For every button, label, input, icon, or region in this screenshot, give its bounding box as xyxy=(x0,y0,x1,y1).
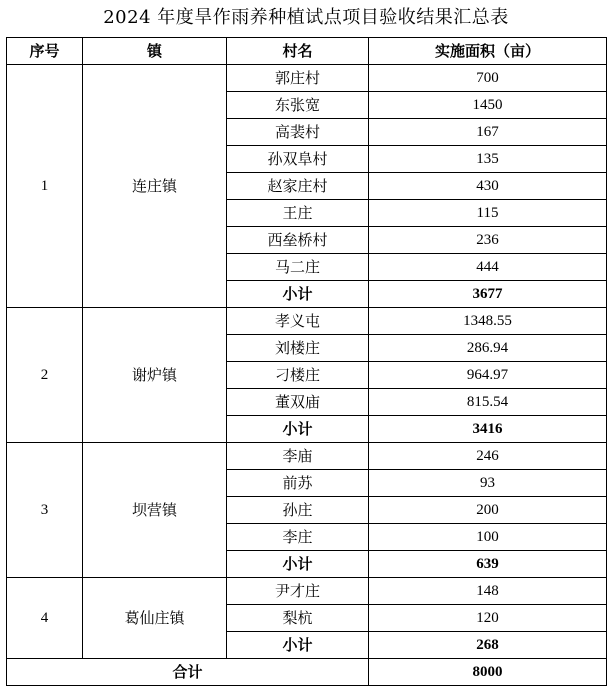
village-area: 93 xyxy=(369,470,607,497)
village-name: 尹才庄 xyxy=(227,578,369,605)
total-value: 8000 xyxy=(369,659,607,686)
village-name: 西垒桥村 xyxy=(227,227,369,254)
header-village: 村名 xyxy=(227,38,369,65)
village-name: 孙双阜村 xyxy=(227,146,369,173)
village-area: 430 xyxy=(369,173,607,200)
total-row xyxy=(7,659,607,686)
group-town: 连庄镇 xyxy=(83,65,227,308)
subtotal-value: 3416 xyxy=(369,416,607,443)
group-index: 4 xyxy=(7,578,83,659)
group-index: 1 xyxy=(7,65,83,308)
subtotal-label: 小计 xyxy=(227,416,369,443)
village-name: 高裴村 xyxy=(227,119,369,146)
village-area: 700 xyxy=(369,65,607,92)
group-index: 2 xyxy=(7,308,83,443)
table-row xyxy=(7,65,607,92)
group-index: 3 xyxy=(7,443,83,578)
village-area: 120 xyxy=(369,605,607,632)
village-name: 刘楼庄 xyxy=(227,335,369,362)
subtotal-value: 268 xyxy=(369,632,607,659)
village-name: 马二庄 xyxy=(227,254,369,281)
subtotal-value: 3677 xyxy=(369,281,607,308)
village-name: 东张宽 xyxy=(227,92,369,119)
header-area: 实施面积（亩） xyxy=(369,38,607,65)
village-name: 梨杭 xyxy=(227,605,369,632)
village-area: 115 xyxy=(369,200,607,227)
village-area: 444 xyxy=(369,254,607,281)
subtotal-label: 小计 xyxy=(227,281,369,308)
village-area: 100 xyxy=(369,524,607,551)
village-name: 李庙 xyxy=(227,443,369,470)
header-row xyxy=(7,38,607,65)
village-name: 董双庙 xyxy=(227,389,369,416)
header-town: 镇 xyxy=(83,38,227,65)
village-area: 1348.55 xyxy=(369,308,607,335)
village-name: 孝义屯 xyxy=(227,308,369,335)
table-row xyxy=(7,443,607,470)
village-name: 赵家庄村 xyxy=(227,173,369,200)
village-name: 王庄 xyxy=(227,200,369,227)
village-name: 孙庄 xyxy=(227,497,369,524)
village-area: 200 xyxy=(369,497,607,524)
village-area: 964.97 xyxy=(369,362,607,389)
village-name: 李庄 xyxy=(227,524,369,551)
village-area: 246 xyxy=(369,443,607,470)
total-label: 合计 xyxy=(7,659,369,686)
village-area: 1450 xyxy=(369,92,607,119)
table-row xyxy=(7,308,607,335)
village-area: 286.94 xyxy=(369,335,607,362)
subtotal-value: 639 xyxy=(369,551,607,578)
table-body xyxy=(7,65,607,686)
village-area: 135 xyxy=(369,146,607,173)
village-area: 815.54 xyxy=(369,389,607,416)
village-area: 167 xyxy=(369,119,607,146)
table-row xyxy=(7,578,607,605)
group-town: 葛仙庄镇 xyxy=(83,578,227,659)
header-index: 序号 xyxy=(7,38,83,65)
village-name: 前苏 xyxy=(227,470,369,497)
group-town: 谢炉镇 xyxy=(83,308,227,443)
page-title: 2024 年度旱作雨养种植试点项目验收结果汇总表 xyxy=(103,7,509,28)
summary-table xyxy=(6,37,607,686)
village-name: 郭庄村 xyxy=(227,65,369,92)
subtotal-label: 小计 xyxy=(227,551,369,578)
group-town: 坝营镇 xyxy=(83,443,227,578)
village-name: 刁楼庄 xyxy=(227,362,369,389)
village-area: 236 xyxy=(369,227,607,254)
village-area: 148 xyxy=(369,578,607,605)
subtotal-label: 小计 xyxy=(227,632,369,659)
